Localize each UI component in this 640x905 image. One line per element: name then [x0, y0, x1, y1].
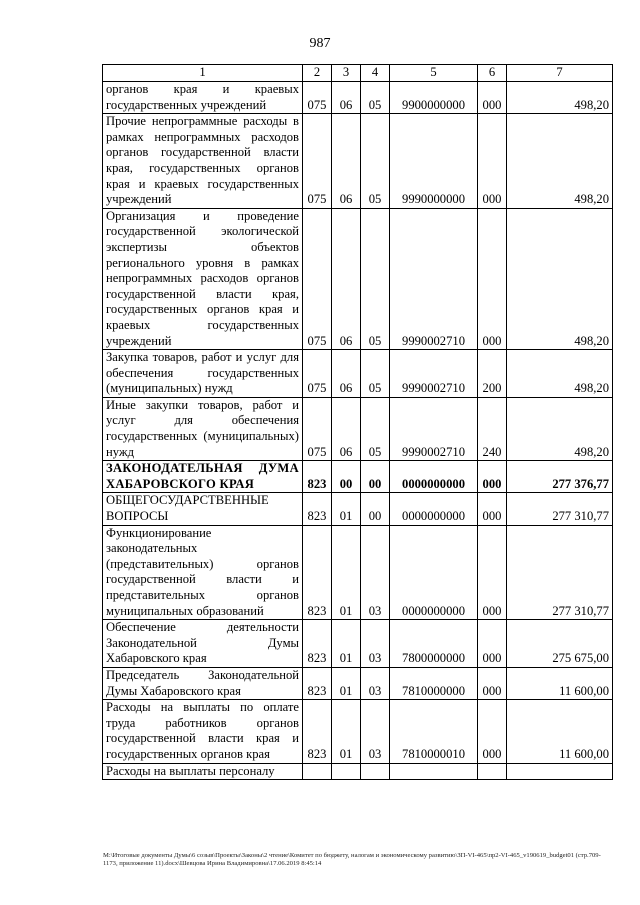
item-name: Закупка товаров, работ и услуг для обеспечения государственных (муниципальных) нужд — [103, 350, 303, 398]
subsection-code: 03 — [361, 700, 390, 763]
target-article-code: 0000000000 — [390, 493, 478, 525]
item-name: Расходы на выплаты персоналу — [103, 763, 303, 780]
section-code: 01 — [332, 525, 361, 620]
section-code: 01 — [332, 667, 361, 699]
table-row — [103, 763, 613, 780]
amount: 11 600,00 — [507, 700, 613, 763]
subsection-code: 00 — [361, 461, 390, 493]
section-code — [332, 763, 361, 780]
item-name: органов края и краевых государственных учреждений — [103, 82, 303, 114]
subsection-code: 03 — [361, 620, 390, 668]
target-article-code: 7800000000 — [390, 620, 478, 668]
expense-type-code: 000 — [478, 700, 507, 763]
admin-code: 075 — [303, 82, 332, 114]
admin-code: 075 — [303, 114, 332, 209]
admin-code: 823 — [303, 493, 332, 525]
target-article-code: 9990002710 — [390, 208, 478, 349]
admin-code: 823 — [303, 620, 332, 668]
subsection-code: 03 — [361, 667, 390, 699]
header-col-6: 6 — [478, 65, 507, 82]
target-article-code: 9990002710 — [390, 397, 478, 460]
expense-type-code — [478, 763, 507, 780]
item-name: Председатель Законодательной Думы Хабаровского края — [103, 667, 303, 699]
expense-type-code: 000 — [478, 667, 507, 699]
amount: 11 600,00 — [507, 667, 613, 699]
subsection-code — [361, 763, 390, 780]
amount: 498,20 — [507, 114, 613, 209]
expense-type-code: 240 — [478, 397, 507, 460]
item-name: Иные закупки товаров, работ и услуг для обеспечения государственных (муниципальных) нужд — [103, 397, 303, 460]
amount: 275 675,00 — [507, 620, 613, 668]
section-code: 06 — [332, 82, 361, 114]
admin-code: 823 — [303, 525, 332, 620]
item-name: Расходы на выплаты по оплате труда работников органов государственной власти края и государственных органов края — [103, 700, 303, 763]
expense-type-code: 000 — [478, 82, 507, 114]
amount: 498,20 — [507, 208, 613, 349]
item-name: Организация и проведение государственной экологической экспертизы объектов регионального уровня в рамках непрограммных расходов органов государственной власти края, государственных органов края и краевых государственных учреждений — [103, 208, 303, 349]
table-row — [103, 82, 613, 114]
expense-type-code: 200 — [478, 350, 507, 398]
table-row — [103, 620, 613, 668]
item-name: Функционирование законодательных (представительных) органов государственной власти и представительных органов муниципальных образований — [103, 525, 303, 620]
target-article-code: 9900000000 — [390, 82, 478, 114]
table-row — [103, 525, 613, 620]
amount — [507, 763, 613, 780]
subsection-code: 03 — [361, 525, 390, 620]
table-row — [103, 397, 613, 460]
header-col-3: 3 — [332, 65, 361, 82]
item-name: Обеспечение деятельности Законодательной Думы Хабаровского края — [103, 620, 303, 668]
expense-type-code: 000 — [478, 461, 507, 493]
admin-code — [303, 763, 332, 780]
expense-type-code: 000 — [478, 493, 507, 525]
amount: 498,20 — [507, 350, 613, 398]
subsection-code: 05 — [361, 82, 390, 114]
admin-code: 075 — [303, 208, 332, 349]
header-col-7: 7 — [507, 65, 613, 82]
table-row — [103, 700, 613, 763]
item-name: Прочие непрограммные расходы в рамках непрограммных расходов органов государственной власти края, государственных органов края и краевых государственных учреждений — [103, 114, 303, 209]
expense-type-code: 000 — [478, 114, 507, 209]
target-article-code: 9990002710 — [390, 350, 478, 398]
section-code: 01 — [332, 620, 361, 668]
item-name: ОБЩЕГОСУДАРСТВЕННЫЕ ВОПРОСЫ — [103, 493, 303, 525]
header-col-1: 1 — [103, 65, 303, 82]
table-row — [103, 208, 613, 349]
admin-code: 823 — [303, 667, 332, 699]
table-row — [103, 667, 613, 699]
expense-type-code: 000 — [478, 208, 507, 349]
header-col-2: 2 — [303, 65, 332, 82]
amount: 277 310,77 — [507, 525, 613, 620]
target-article-code: 7810000010 — [390, 700, 478, 763]
section-code: 00 — [332, 461, 361, 493]
expense-type-code: 000 — [478, 525, 507, 620]
section-code: 06 — [332, 350, 361, 398]
admin-code: 823 — [303, 461, 332, 493]
section-code: 06 — [332, 397, 361, 460]
subsection-code: 05 — [361, 397, 390, 460]
subsection-code: 05 — [361, 208, 390, 349]
section-code: 01 — [332, 700, 361, 763]
amount: 277 376,77 — [507, 461, 613, 493]
header-col-4: 4 — [361, 65, 390, 82]
subsection-code: 05 — [361, 114, 390, 209]
amount: 498,20 — [507, 82, 613, 114]
section-code: 06 — [332, 208, 361, 349]
table-row — [103, 114, 613, 209]
target-article-code: 0000000000 — [390, 525, 478, 620]
table-row — [103, 350, 613, 398]
document-path-footer: М:\Итоговые документы Думы\6 созыв\Проекты\Законы\2 чтение\Комитет по бюджету, налогам и экономическому развитию\ЗП-VI-465\пр2-VI-465_v190619_budget01 (стр.709-1173, приложение 11).docx\Шевцова Ирина Владимировна\17.06.2019 8:45:14 — [103, 852, 601, 867]
target-article-code — [390, 763, 478, 780]
table-header-row — [103, 65, 613, 82]
amount: 498,20 — [507, 397, 613, 460]
table-row — [103, 493, 613, 525]
admin-code: 075 — [303, 350, 332, 398]
target-article-code: 7810000000 — [390, 667, 478, 699]
table-row — [103, 461, 613, 493]
target-article-code: 0000000000 — [390, 461, 478, 493]
admin-code: 075 — [303, 397, 332, 460]
budget-table — [102, 64, 613, 780]
subsection-code: 05 — [361, 350, 390, 398]
section-code: 01 — [332, 493, 361, 525]
section-code: 06 — [332, 114, 361, 209]
header-col-5: 5 — [390, 65, 478, 82]
amount: 277 310,77 — [507, 493, 613, 525]
subsection-code: 00 — [361, 493, 390, 525]
page-number: 987 — [309, 36, 331, 51]
expense-type-code: 000 — [478, 620, 507, 668]
admin-code: 823 — [303, 700, 332, 763]
item-name: ЗАКОНОДАТЕЛЬНАЯ ДУМА ХАБАРОВСКОГО КРАЯ — [103, 461, 303, 493]
target-article-code: 9990000000 — [390, 114, 478, 209]
